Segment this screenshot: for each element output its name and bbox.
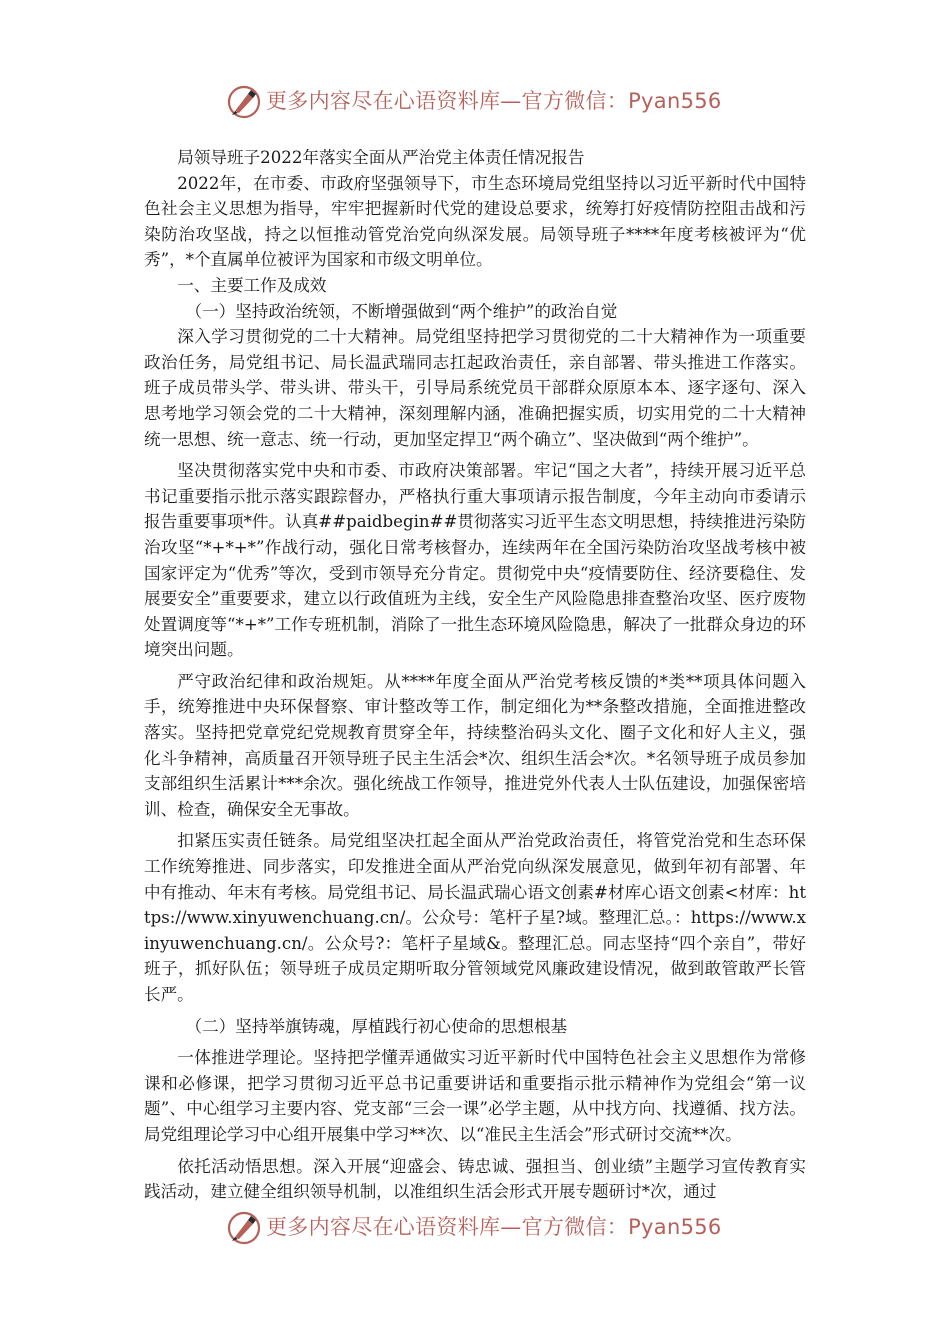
header-banner-text: 更多内容尽在心语资料库—官方微信：Pyan556 [266,89,722,113]
footer-banner-text: 更多内容尽在心语资料库—官方微信：Pyan556 [266,1215,722,1239]
body-paragraph: 一体推进学理论。坚持把学懂弄通做实习近平新时代中国特色社会主义思想作为常修课和必修课，把学习贯彻习近平总书记重要讲话和重要指示批示精神作为党组会“第一议题”、中心组学习主要内容、党支部“三会一课”必学主题，从中找方向、找遵循、找方法。局党组理论学习中心组开展集中学习**次、以“准民主生活会”形式研讨交流**次。 [144,1048,806,1144]
body-paragraph: 坚决贯彻落实党中央和市委、市政府决策部署。牢记“国之大者”，持续开展习近平总书记重要指示批示落实跟踪督办，严格执行重大事项请示报告制度，今年主动向市委请示报告重要事项*件。认真##paidbegin##贯彻落实习近平生态文明思想，持续推进污染防治攻坚“*+*+*”作战行动，强化日常考核督办，连续两年在全国污染防治攻坚战考核中被国家评定为“优秀”等次，受到市领导充分肯定。贯彻党中央“疫情要防住、经济要稳住、发展要安全”重要要求，建立以行政值班为主线，安全生产风险隐患排查整治攻坚、医疗废物处置调度等“*+*”工作专班机制，消除了一批生态环境风险隐患，解决了一批群众身边的环境突出问题。 [144,461,806,660]
subsection-heading-1: （一）坚持政治统领，不断增强做到“两个维护”的政治自觉 [185,301,618,321]
body-paragraph: 扣紧压实责任链条。局党组坚决扛起全面从严治党政治责任，将管党治党和生态环保工作统筹推进、同步落实，印发推进全面从严治党向纵深发展意见，做到年初有部署、年中有推动、年末有考核。局党组书记、局长温武瑞心语文创素#材库心语文创素<材库：https://www.xinyuwenchuang.cn/。公众号：笔杆子星?域。整理汇总。：https://www.xinyuwenchuang.cn/。公众号?：笔杆子星域&。整理汇总。同志坚持“四个亲自”，带好班子，抓好队伍；领导班子成员定期听取分管领域党风廉政建设情况，做到敢管敢严长管长严。 [144,831,806,1004]
body-paragraph: 严守政治纪律和政治规矩。从****年度全面从严治党考核反馈的*类**项具体问题入手，统筹推进中央环保督察、审计整改等工作，制定细化为**条整改措施，全面推进整改落实。坚持把党章党纪党规教育贯穿全年，持续整治码头文化、圈子文化和好人主义，强化斗争精神，高质量召开领导班子民主生活会*次、组织生活会*次。*名领导班子成员参加支部组织生活累计***余次。强化统战工作领导，推进党外代表人士队伍建设，加强保密培训、检查，确保安全无事故。 [144,671,806,819]
body-paragraph: 依托活动悟思想。深入开展“迎盛会、铸忠诚、强担当、创业绩”主题学习宣传教育实践活动，建立健全组织领导机制，以准组织生活会形式开展专题研讨*次，通过 [144,1156,806,1202]
body-paragraph: 深入学习贯彻党的二十大精神。局党组坚持把学习贯彻党的二十大精神作为一项重要政治任务，局党组书记、局长温武瑞同志扛起政治责任，亲自部署、带头推进工作落实。班子成员带头学、带头讲、带头干，引导局系统党员干部群众原原本本、逐字逐句、深入思考地学习领会党的二十大精神，深刻理解内涵，准确把握实质，切实用党的二十大精神统一思想、统一意志、统一行动，更加坚定捍卫“两个确立”、坚决做到“两个维护”。 [144,327,806,449]
pen-nib-logo-icon [226,84,262,120]
document-title: 局领导班子2022年落实全面从严治党主体责任情况报告 [177,148,585,167]
section-heading-1: 一、主要工作及成效 [177,275,327,295]
pen-nib-logo-icon [226,1210,262,1246]
footer-watermark-banner [0,1206,950,1250]
header-watermark-banner [0,80,950,124]
subsection-heading-2: （二）坚持举旗铸魂，厚植践行初心使命的思想根基 [185,1016,568,1036]
document-body [144,145,806,1205]
intro-paragraph: 2022年，在市委、市政府坚强领导下，市生态环境局党组坚持以习近平新时代中国特色社会主义思想为指导，牢牢把握新时代党的建设总要求，统筹打好疫情防控阻击战和污染防治攻坚战，持之以恒推动管党治党向纵深发展。局领导班子****年度考核被评为“优秀”，*个直属单位被评为国家和市级文明单位。 [144,173,806,270]
